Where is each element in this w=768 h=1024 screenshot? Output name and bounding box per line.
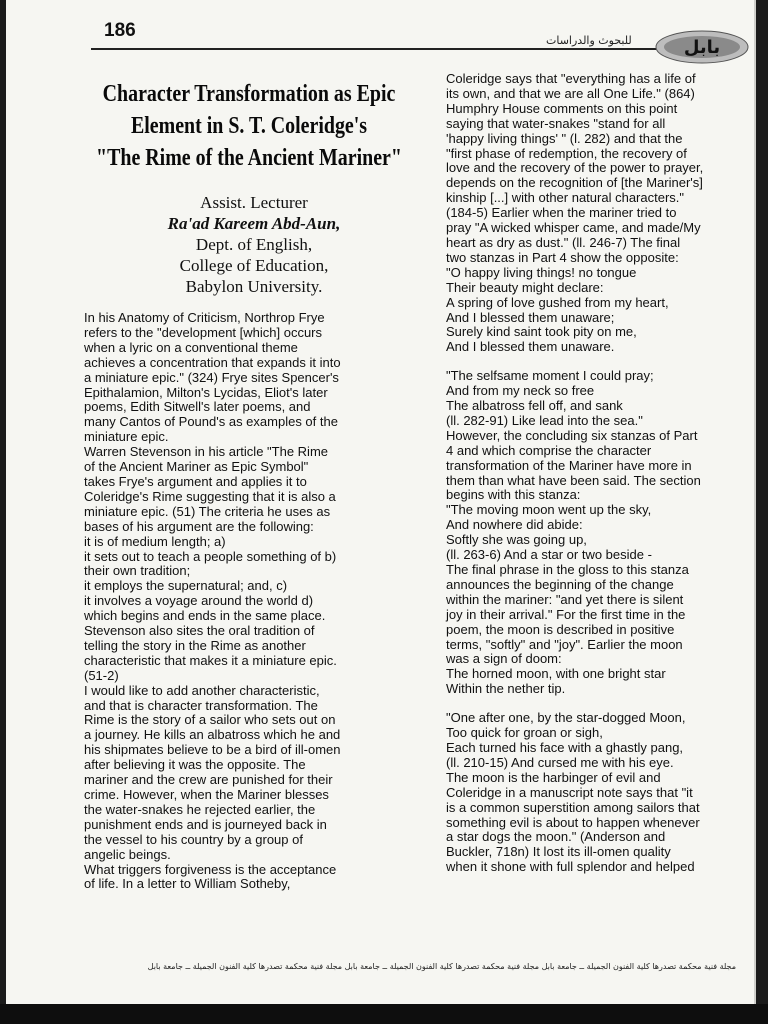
text-line: depends on the recognition of [the Mariner's] xyxy=(446,175,703,191)
title-line: Element in S. T. Coleridge's xyxy=(130,113,368,139)
author-college: College of Education, xyxy=(179,256,329,275)
text-line: punishment ends and is journeyed back in xyxy=(84,816,327,832)
text-line: (ll. 282-91) Like lead into the sea." xyxy=(446,412,643,428)
text-line: of the Ancient Mariner as Epic Symbol" xyxy=(84,459,309,475)
text-line: Coleridge in a manuscript note says that "it xyxy=(446,784,693,800)
journal-subtitle-arabic: للبحوث والدراسات xyxy=(546,34,632,47)
text-line: takes Frye's argument and applies it to xyxy=(84,473,307,489)
text-line: And nowhere did abide: xyxy=(446,517,583,533)
article-title xyxy=(91,78,406,174)
author-name: Ra'ad Kareem Abd-Aun, xyxy=(167,214,341,233)
text-line: is a common superstition among sailors that xyxy=(446,799,700,815)
text-line: telling the story in the Rime as another xyxy=(84,637,306,653)
text-line: many Cantos of Pound's as examples of the xyxy=(84,414,338,430)
text-line: Buckler, 718n) It lost its ill-omen quality xyxy=(446,844,671,860)
text-line: "O happy living things! no tongue xyxy=(446,264,637,280)
text-line: "first phase of redemption, the recovery of xyxy=(446,145,687,161)
text-line: something evil is about to happen whenever xyxy=(446,814,700,830)
left-column xyxy=(84,78,414,892)
text-line: within the mariner: "and yet there is silent xyxy=(446,591,684,607)
text-line: However, the concluding six stanzas of Part xyxy=(446,427,698,443)
header-rule xyxy=(91,48,656,50)
title-line: Character Transformation as Epic xyxy=(102,81,396,107)
text-line: of life. In a letter to William Sotheby, xyxy=(84,876,291,892)
text-line: joy in their arrival." For the first time in the xyxy=(446,606,686,622)
text-line: announces the beginning of the change xyxy=(446,576,674,592)
text-line: Each turned his face with a ghastly pang, xyxy=(446,739,684,755)
text-line: and that is character transformation. The xyxy=(84,697,318,713)
author-position: Assist. Lecturer xyxy=(200,193,308,212)
text-line: their own tradition; xyxy=(84,563,191,579)
text-line: pray "A wicked whisper came, and made/My xyxy=(446,220,701,236)
right-paragraph-3 xyxy=(446,711,754,875)
text-line: achieves a concentration that expands it into xyxy=(84,354,341,370)
page-number: 186 xyxy=(104,20,136,41)
text-line: In his Anatomy of Criticism, Northrop Frye xyxy=(84,310,325,325)
text-line: love and the recovery of the power to prayer, xyxy=(446,160,704,176)
text-line: heart as dry as dust." (ll. 246-7) The final xyxy=(446,234,681,250)
text-line: crime. However, when the Mariner blesses xyxy=(84,787,329,802)
stanza-gap xyxy=(446,355,754,369)
stanza-gap xyxy=(446,697,754,711)
left-column-text xyxy=(84,311,414,892)
text-line: A spring of love gushed from my heart, xyxy=(446,294,669,310)
text-line: them than what have been said. The section xyxy=(446,472,701,488)
text-line: it employs the supernatural; and, c) xyxy=(84,578,288,594)
text-line: it sets out to teach a people something of b) xyxy=(84,548,337,564)
text-line: Stevenson also sites the oral tradition of xyxy=(84,623,315,639)
text-line: poems, Edith Sitwell's later poems, and xyxy=(84,399,311,415)
text-line: poem, the moon is described in positive xyxy=(446,621,675,637)
text-line: the water-snakes he rejected earlier, the xyxy=(84,801,316,817)
text-line: Too quick for groan or sigh, xyxy=(446,725,603,741)
text-line: was a sign of doom: xyxy=(446,651,562,667)
text-line: (184-5) Earlier when the mariner tried to xyxy=(446,205,677,221)
author-university: Babylon University. xyxy=(185,277,323,296)
text-line: (51-2) xyxy=(84,667,119,683)
author-block xyxy=(94,192,414,297)
text-line: (ll. 210-15) And cursed me with his eye. xyxy=(446,754,674,770)
text-line: (ll. 263-6) And a star or two beside - xyxy=(446,547,652,563)
text-line: saying that water-snakes "stand for all xyxy=(446,115,666,131)
text-line: 'happy living things' " (l. 282) and that the xyxy=(446,130,683,146)
text-line: Rime is the story of a sailor who sets out on xyxy=(84,712,336,728)
text-line: Their beauty might declare: xyxy=(446,279,604,295)
text-line: "The selfsame moment I could pray; xyxy=(446,368,654,384)
text-line: characteristic that makes it a miniature epic. xyxy=(84,652,337,668)
text-line: the vessel to his country by a group of xyxy=(84,831,303,847)
text-line: bases of his argument are the following: xyxy=(84,518,314,534)
text-line: it involves a voyage around the world d) xyxy=(84,593,314,609)
footer-journal-line: مجلة فنية محكمة تصدرها كلية الفنون الجميلة ــ جامعة بابل مجلة فنية محكمة تصدرها كلية الفنون الجميلة ــ جامعة بابل مجلة فنية محكمة تصدرها كلية الفنون الجميلة ــ جامعة بابل xyxy=(147,962,736,971)
text-line: "One after one, by the star-dogged Moon, xyxy=(446,710,686,726)
text-line: Epithalamion, Milton's Lycidas, Eliot's later xyxy=(84,384,328,400)
text-line: And I blessed them unaware; xyxy=(446,309,615,325)
text-line: two stanzas in Part 4 show the opposite: xyxy=(446,249,679,265)
scan-bottom-edge xyxy=(0,1004,768,1024)
text-line: when a lyric on a conventional theme xyxy=(84,339,298,355)
text-line: his shipmates believe to be a bird of ill-omen xyxy=(84,742,341,758)
text-line: "The moving moon went up the sky, xyxy=(446,502,652,518)
text-line: And I blessed them unaware. xyxy=(446,339,615,355)
title-line: "The Rime of the Ancient Mariner" xyxy=(96,145,402,171)
text-line: kinship [...] with other natural characters." xyxy=(446,190,684,206)
text-line: And from my neck so free xyxy=(446,383,595,399)
text-line: when it shone with full splendor and helped xyxy=(446,859,695,875)
text-line: Softly she was going up, xyxy=(446,532,587,548)
text-line: Coleridge says that "everything has a life of xyxy=(446,71,696,86)
text-line: miniature epic. xyxy=(84,429,169,445)
text-line: it is of medium length; a) xyxy=(84,533,226,549)
text-line: I would like to add another characteristic, xyxy=(84,682,320,698)
text-line: 4 and which comprise the character xyxy=(446,442,652,458)
logo-text: بابل xyxy=(683,37,721,58)
text-line: transformation of the Mariner have more in xyxy=(446,457,692,473)
text-line: refers to the "development [which] occurs xyxy=(84,324,323,340)
text-line: Warren Stevenson in his article "The Rime xyxy=(84,444,329,460)
text-line: Coleridge's Rime suggesting that it is also a xyxy=(84,488,336,504)
text-line: after believing it was the opposite. The xyxy=(84,757,306,773)
journal-logo xyxy=(642,28,750,66)
document-page xyxy=(6,0,756,1004)
right-column xyxy=(446,72,754,875)
text-line: begins with this stanza: xyxy=(446,487,581,503)
text-line: its own, and that we are all One Life." (864) xyxy=(446,85,695,101)
author-department: Dept. of English, xyxy=(195,235,313,254)
text-line: a miniature epic." (324) Frye sites Spencer's xyxy=(84,369,339,385)
text-line: terms, "softly" and "joy". Earlier the moon xyxy=(446,636,683,652)
right-paragraph-1 xyxy=(446,72,754,355)
text-line: Within the nether tip. xyxy=(446,681,566,697)
text-line: a star dogs the moon." (Anderson and xyxy=(446,829,666,845)
text-line: Humphry House comments on this point xyxy=(446,100,678,116)
right-paragraph-2 xyxy=(446,369,754,697)
text-line: mariner and the crew are punished for their xyxy=(84,772,333,788)
text-line: which begins and ends in the same place. xyxy=(84,608,326,624)
text-line: What triggers forgiveness is the acceptance xyxy=(84,861,337,877)
text-line: The albatross fell off, and sank xyxy=(446,398,623,414)
text-line: The horned moon, with one bright star xyxy=(446,666,666,682)
text-line: The final phrase in the gloss to this stanza xyxy=(446,562,689,577)
text-line: a journey. He kills an albatross which he and xyxy=(84,727,341,743)
text-line: angelic beings. xyxy=(84,846,171,862)
text-line: miniature epic. (51) The criteria he uses as xyxy=(84,503,331,519)
text-line: Surely kind saint took pity on me, xyxy=(446,324,637,340)
text-line: The moon is the harbinger of evil and xyxy=(446,769,661,785)
